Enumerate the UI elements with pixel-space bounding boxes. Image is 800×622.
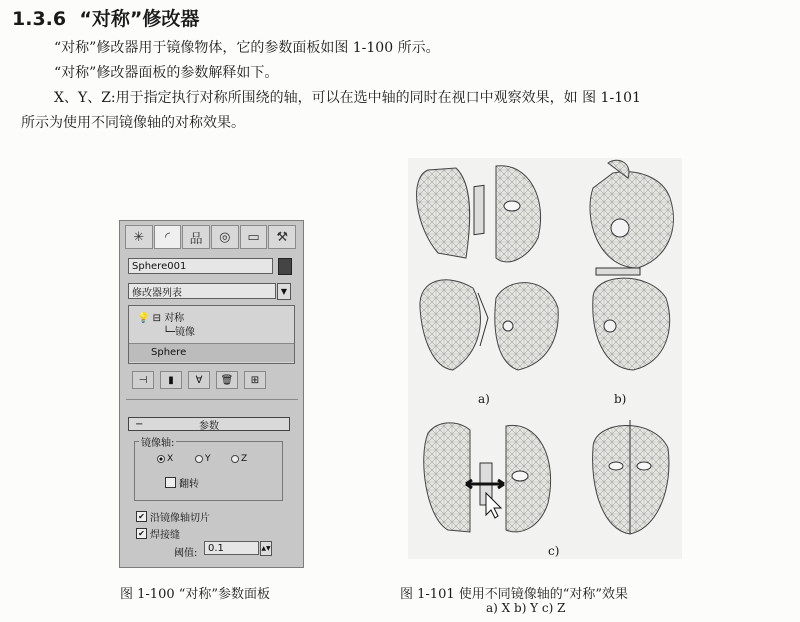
flip-checkbox[interactable] xyxy=(165,475,199,490)
axis-x-label: X xyxy=(167,454,174,464)
label-c: c) xyxy=(548,544,560,558)
checkmark-icon: ✔ xyxy=(136,528,147,539)
object-color-swatch[interactable] xyxy=(278,258,292,275)
symmetry-results-figure xyxy=(408,158,682,559)
spinner-icon[interactable]: ▲▼ xyxy=(260,541,272,556)
label-b: b) xyxy=(614,392,627,406)
section-heading xyxy=(12,4,199,31)
make-unique-icon[interactable]: ∀ xyxy=(188,371,210,389)
hierarchy-tab-icon[interactable]: 品 xyxy=(182,225,210,249)
remove-modifier-icon[interactable]: 🗑 xyxy=(216,371,238,389)
weld-label: 焊接缝 xyxy=(150,530,180,541)
threshold-label: 阈值: xyxy=(174,548,198,559)
axis-y-radio[interactable] xyxy=(195,454,211,464)
slice-label: 沿镜像轴切片 xyxy=(150,513,210,524)
weld-seam-checkbox[interactable] xyxy=(136,526,180,541)
radio-selected-icon xyxy=(157,455,165,463)
command-panel-tabs xyxy=(125,225,297,249)
paragraph-3: X、Y、Z:用于指定执行对称所围绕的轴，可以在选中轴的同时在视口中观察效果，如 图 1-101 xyxy=(54,90,641,106)
radio-icon xyxy=(195,455,203,463)
stack-base-label: Sphere xyxy=(151,347,187,358)
checkmark-icon: ✔ xyxy=(136,511,147,522)
modifier-stack[interactable] xyxy=(128,305,295,364)
threshold-input[interactable]: 0.1 xyxy=(204,541,259,555)
label-a: a) xyxy=(478,392,490,406)
object-name-field[interactable]: Sphere001 xyxy=(128,258,273,274)
mirror-axis-group xyxy=(134,438,283,501)
collapse-icon: − xyxy=(135,418,144,430)
head-b-bottom xyxy=(593,268,670,370)
display-tab-icon[interactable]: ▭ xyxy=(240,225,268,249)
symmetry-parameter-panel xyxy=(119,220,304,568)
axis-z-radio[interactable] xyxy=(231,454,247,464)
slice-along-mirror-checkbox[interactable] xyxy=(136,509,210,524)
head-b-top xyxy=(590,160,673,268)
section-number: 1.3.6 xyxy=(12,8,67,30)
caption-fig101-sub: a) X b) Y c) Z xyxy=(486,601,566,615)
parameters-rollout-header[interactable] xyxy=(128,417,290,431)
caption-fig100: 图 1-100 “对称”参数面板 xyxy=(120,587,271,602)
modify-tab-icon[interactable]: ◜ xyxy=(154,225,182,249)
axis-x-radio[interactable] xyxy=(157,454,173,464)
motion-tab-icon[interactable]: ◎ xyxy=(211,225,239,249)
stack-item-sphere[interactable] xyxy=(129,343,294,362)
paragraph-2: “对称”修改器面板的参数解释如下。 xyxy=(54,65,279,81)
mirror-axis-label: 镜像轴: xyxy=(139,434,176,449)
checkbox-icon xyxy=(165,477,176,488)
stack-modifier-label: 对称 xyxy=(164,313,185,324)
rollout-title: 参数 xyxy=(199,420,219,432)
stack-item-symmetry[interactable]: 💡 ⊟ 对称 xyxy=(137,313,185,324)
modifier-list-dropdown[interactable]: 修改器列表 xyxy=(128,283,276,299)
flip-label: 翻转 xyxy=(179,479,199,490)
head-c-right xyxy=(593,420,669,534)
head-a-bottom xyxy=(420,280,558,370)
stack-toolbar xyxy=(126,369,304,391)
axis-z-label: Z xyxy=(241,454,248,464)
chevron-down-icon[interactable]: ▼ xyxy=(277,283,291,300)
head-c-left xyxy=(424,423,551,532)
stack-item-mirror[interactable]: └─镜像 xyxy=(163,327,196,338)
section-title: “对称”修改器 xyxy=(79,8,200,30)
configure-modifier-sets-icon[interactable]: ⊞ xyxy=(244,371,266,389)
pin-stack-icon[interactable]: ⊣ xyxy=(132,371,154,389)
paragraph-4: 所示为使用不同镜像轴的对称效果。 xyxy=(21,115,245,131)
divider xyxy=(126,399,298,400)
caption-fig101: 图 1-101 使用不同镜像轴的“对称”效果 xyxy=(400,587,629,602)
paragraph-1: “对称”修改器用于镜像物体，它的参数面板如图 1-100 所示。 xyxy=(54,40,440,56)
head-renderings xyxy=(408,158,682,559)
show-end-result-icon[interactable]: ▮ xyxy=(160,371,182,389)
utilities-tab-icon[interactable]: ⚒ xyxy=(268,225,296,249)
create-tab-icon[interactable]: ✳ xyxy=(125,225,153,249)
stack-subobject-label: 镜像 xyxy=(175,327,196,338)
radio-icon xyxy=(231,455,239,463)
head-a-top xyxy=(417,166,541,262)
axis-y-label: Y xyxy=(205,454,211,464)
